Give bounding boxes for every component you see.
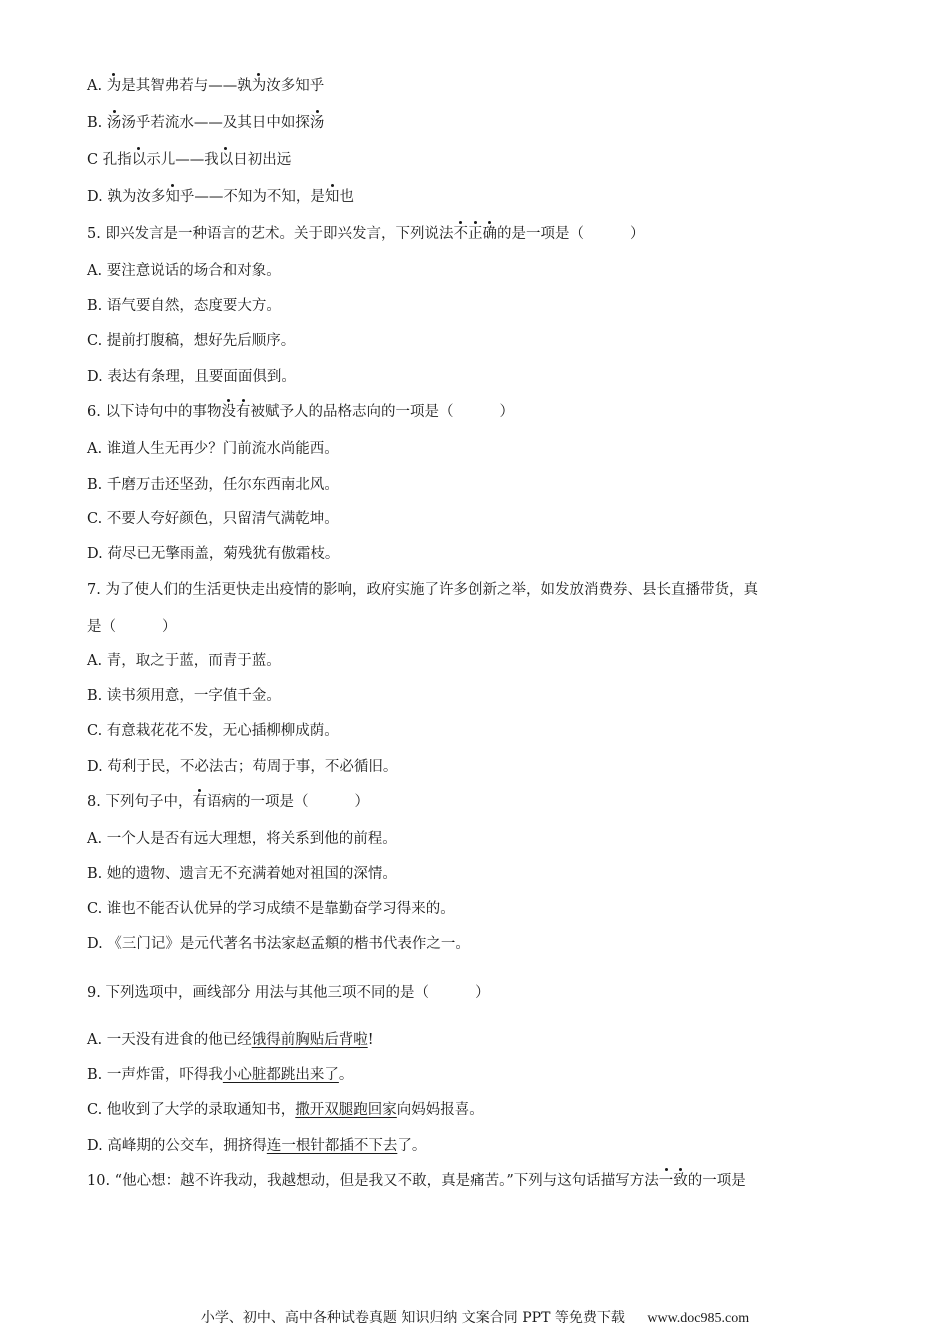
text-segment: ）: [629, 226, 645, 242]
footer-url[interactable]: www.doc985.com: [647, 1311, 750, 1326]
text-segment: 是其智弗若与——孰: [121, 78, 252, 94]
text-segment: 7. 为了使人们的生活更快走出疫情的影响，政府实施了许多创新之举，如发放消费券、县长直播带货，真: [87, 582, 758, 598]
text-segment: D. 孰为汝多: [87, 189, 166, 205]
text-line: [87, 1136, 426, 1156]
text-segment: B. 语气要自然，态度要大方。: [87, 298, 281, 314]
text-segment: C. 不要人夸好颜色，只留清气满乾坤。: [87, 511, 339, 527]
text-line: [87, 544, 339, 564]
text-segment: 汝多知乎: [266, 78, 325, 94]
text-segment: ）: [354, 794, 369, 810]
text-segment: 的一项是: [687, 1173, 746, 1189]
emphasis-dot-char: 为: [106, 78, 122, 94]
emphasis-dot-char: 一: [658, 1173, 674, 1189]
text-segment: B. 千磨万击还坚劲，任尔东西南北风。: [87, 477, 339, 493]
text-segment: D. 荷尽已无擎雨盖，菊残犹有傲霜枝。: [87, 546, 340, 562]
text-line: [87, 76, 324, 96]
text-segment: 向妈妈报喜。: [396, 1102, 484, 1118]
text-line: [87, 792, 369, 812]
text-line: [87, 331, 295, 351]
text-line: [87, 439, 339, 459]
text-line: [87, 509, 339, 529]
text-segment: 的是一项是（: [496, 226, 584, 242]
text-line: [87, 829, 397, 849]
text-line: [87, 934, 470, 954]
footer-text: 小学、初中、高中各种试卷真题 知识归纳 文案合同 PPT 等免费下载: [200, 1310, 625, 1326]
emphasis-dot-char: 确: [482, 226, 497, 242]
emphasis-dot-char: 知: [165, 189, 180, 205]
text-segment: 。: [338, 1067, 354, 1083]
text-segment: 日初出远: [233, 152, 292, 168]
text-segment: B. 读书须用意，一字值千金。: [87, 688, 281, 704]
text-line: [87, 864, 397, 884]
text-line: [87, 402, 514, 422]
text-segment: ）: [162, 619, 177, 635]
text-line: [87, 757, 397, 777]
page-footer: [0, 1307, 950, 1327]
text-segment: C. 他收到了大学的录取通知书，: [87, 1102, 296, 1118]
text-segment: C. 谁也不能否认优异的学习成绩不是靠勤奋学习得来的。: [87, 901, 455, 917]
text-line: [87, 721, 339, 741]
text-segment: B.: [87, 115, 107, 131]
text-line: [87, 617, 177, 637]
text-segment: B. 她的遗物、遗言无不充满着她对祖国的深情。: [87, 866, 397, 882]
text-segment: 了。: [397, 1138, 427, 1154]
emphasis-dot-char: 不: [453, 226, 468, 242]
text-segment: B. 一声炸雷，吓得我: [87, 1067, 223, 1083]
text-line: [87, 1030, 374, 1050]
text-segment: C 孔指: [87, 152, 132, 168]
text-segment: 5. 即兴发言是一种语言的艺术。关于即兴发言，下列说法: [87, 226, 454, 242]
emphasis-dot-char: 没: [221, 404, 236, 420]
text-segment: 是（: [87, 619, 116, 635]
emphasis-dot-char: 正: [467, 226, 483, 242]
text-line: [87, 1065, 353, 1085]
text-segment: A. 谁道人生无再少？门前流水尚能西。: [87, 441, 339, 457]
text-segment: D. 高峰期的公交车，拥挤得: [87, 1138, 267, 1154]
text-segment: 10. “他心想：越不许我动，我越想动，但是我又不敢，真是痛苦。”下列与这句话描写方法: [87, 1173, 659, 1189]
text-line: [87, 983, 490, 1003]
text-line: [87, 367, 296, 387]
text-segment: ）: [499, 404, 514, 420]
text-segment: D. 苟利于民，不必法古；苟周于事，不必循旧。: [87, 759, 398, 775]
emphasis-dot-char: 为: [251, 78, 267, 94]
text-line: [87, 899, 455, 919]
underlined-phrase: 撒开双腿跑回家: [295, 1102, 397, 1118]
text-segment: 汤乎若流水——及其日中如探: [121, 115, 310, 131]
text-segment: A. 要注意说话的场合和对象。: [87, 263, 281, 279]
text-line: [87, 224, 644, 244]
text-segment: 9. 下列选项中，画线部分 用法与其他三项不同的是（: [87, 985, 430, 1001]
text-segment: ）: [475, 985, 490, 1001]
text-segment: C. 有意栽花花不发，无心插柳柳成荫。: [87, 723, 339, 739]
text-segment: A. 一个人是否有远大理想，将关系到他的前程。: [87, 831, 397, 847]
text-segment: A. 一天没有进食的他已经: [87, 1032, 252, 1048]
emphasis-dot-char: 有: [235, 404, 251, 420]
text-segment: 乎——不知为不知，是: [179, 189, 325, 205]
text-segment: A. 青，取之于蓝，而青于蓝。: [87, 653, 281, 669]
text-line: [87, 113, 324, 133]
text-segment: !: [367, 1032, 374, 1048]
emphasis-dot-char: 致: [673, 1173, 688, 1189]
text-line: [87, 1171, 746, 1191]
emphasis-dot-char: 以: [218, 152, 234, 168]
text-line: [87, 150, 291, 170]
text-segment: A.: [87, 78, 107, 94]
text-segment: D. 《三门记》是元代著名书法家赵孟頫的楷书代表作之一。: [87, 936, 470, 952]
text-segment: 被赋予人的品格志向的一项是（: [250, 404, 454, 420]
text-segment: D. 表达有条理，且要面面俱到。: [87, 369, 296, 385]
text-line: [87, 686, 281, 706]
text-segment: 也: [339, 189, 354, 205]
text-line: [87, 261, 281, 281]
text-line: [87, 296, 281, 316]
text-line: [87, 1100, 484, 1120]
text-line: [87, 580, 758, 600]
text-segment: 6. 以下诗句中的事物: [87, 404, 222, 420]
underlined-phrase: 小心脏都跳出来了: [222, 1067, 339, 1083]
text-line: [87, 187, 354, 207]
text-segment: 语病的一项是（: [206, 794, 309, 810]
text-segment: 8. 下列句子中，: [87, 794, 193, 810]
emphasis-dot-char: 有: [192, 794, 207, 810]
emphasis-dot-char: 以: [131, 152, 147, 168]
emphasis-dot-char: 汤: [309, 115, 325, 131]
text-segment: C. 提前打腹稿，想好先后顺序。: [87, 333, 296, 349]
underlined-phrase: 连一根针都插不下去: [266, 1138, 398, 1154]
emphasis-dot-char: 汤: [106, 115, 122, 131]
text-line: [87, 651, 281, 671]
text-line: [87, 475, 339, 495]
underlined-phrase: 饿得前胸贴后背啦: [251, 1032, 368, 1048]
text-segment: 示儿——我: [146, 152, 219, 168]
emphasis-dot-char: 知: [324, 189, 340, 205]
